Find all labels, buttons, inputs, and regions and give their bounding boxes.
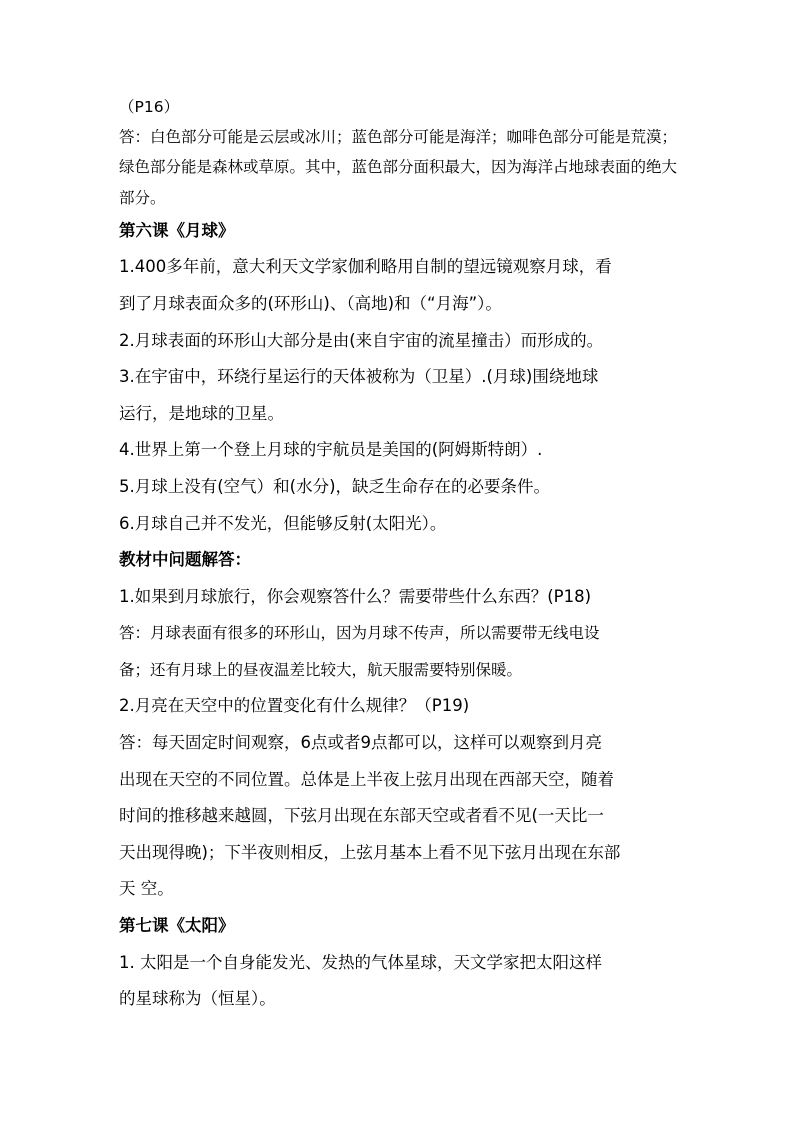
answer-text-line: 答：白色部分可能是云层或冰川；蓝色部分可能是海洋；咖啡色部分可能是荒漠；: [119, 128, 678, 147]
question-item: 3.在宇宙中，环绕行星运行的天体被称为（卫星）.(月球)围绕地球: [119, 367, 599, 387]
answer-text-line: 部分。: [119, 188, 166, 207]
answer-text-line: 出现在天空的不同位置。总体是上半夜上弦月出现在西部天空，随着: [119, 769, 614, 789]
answer-text-line: 时间的推移越来越圆，下弦月出现在东部天空或者看不见(一天比一: [119, 806, 604, 826]
answer-text-line: 绿色部分能是森林或草原。其中，蓝色部分面积最大，因为海洋占地球表面的绝大: [119, 158, 678, 177]
question-item: 5.月球上没有(空气）和(水分)，缺乏生命存在的必要条件。: [119, 476, 551, 496]
textbook-questions-heading: 教材中问题解答：: [119, 550, 251, 570]
answer-text-line: 天 空。: [119, 879, 174, 899]
answer-text-line: 备；还有月球上的昼夜温差比较大，航天服需要特别保暖。: [119, 660, 523, 679]
page-reference-p16: （P16）: [119, 98, 180, 116]
question-item: 2.月球表面的环形山大部分是由(来自宇宙的流星撞击）而形成的。: [119, 330, 604, 350]
question-item: 运行，是地球的卫星。: [119, 403, 284, 423]
lesson-6-heading: 第六课《月球》: [119, 220, 235, 240]
question-item: 1.400多年前，意大利天文学家伽利略用自制的望远镜观察月球，看: [119, 257, 612, 277]
question-item: 到了月球表面众多的(环形山)、（高地)和（“月海”）。: [119, 293, 502, 313]
question-item: 2.月亮在天空中的位置变化有什么规律？（P19): [119, 696, 470, 716]
answer-text-line: 天出现得晚)；下半夜则相反，上弦月基本上看不见下弦月出现在东部: [119, 842, 621, 862]
question-item: 的星球称为（恒星）。: [119, 989, 276, 1009]
question-item: 6.月球自己并不发光，但能够反射(太阳光）。: [119, 513, 447, 533]
document-body: [119, 92, 677, 1018]
lesson-7-heading: 第七课《太阳》: [119, 916, 235, 936]
question-item: 4.世界上第一个登上月球的宇航员是美国的(阿姆斯特朗）.: [119, 440, 543, 460]
answer-text-line: 答：每天固定时间观察，6点或者9点都可以，这样可以观察到月亮: [119, 733, 602, 753]
question-item: 1. 太阳是一个自身能发光、发热的气体星球，天文学家把太阳这样: [119, 952, 602, 972]
question-item: 1.如果到月球旅行，你会观察答什么？需要带些什么东西？(P18): [119, 586, 592, 606]
answer-text-line: 答：月球表面有很多的环形山，因为月球不传声，所以需要带无线电设: [119, 624, 600, 643]
